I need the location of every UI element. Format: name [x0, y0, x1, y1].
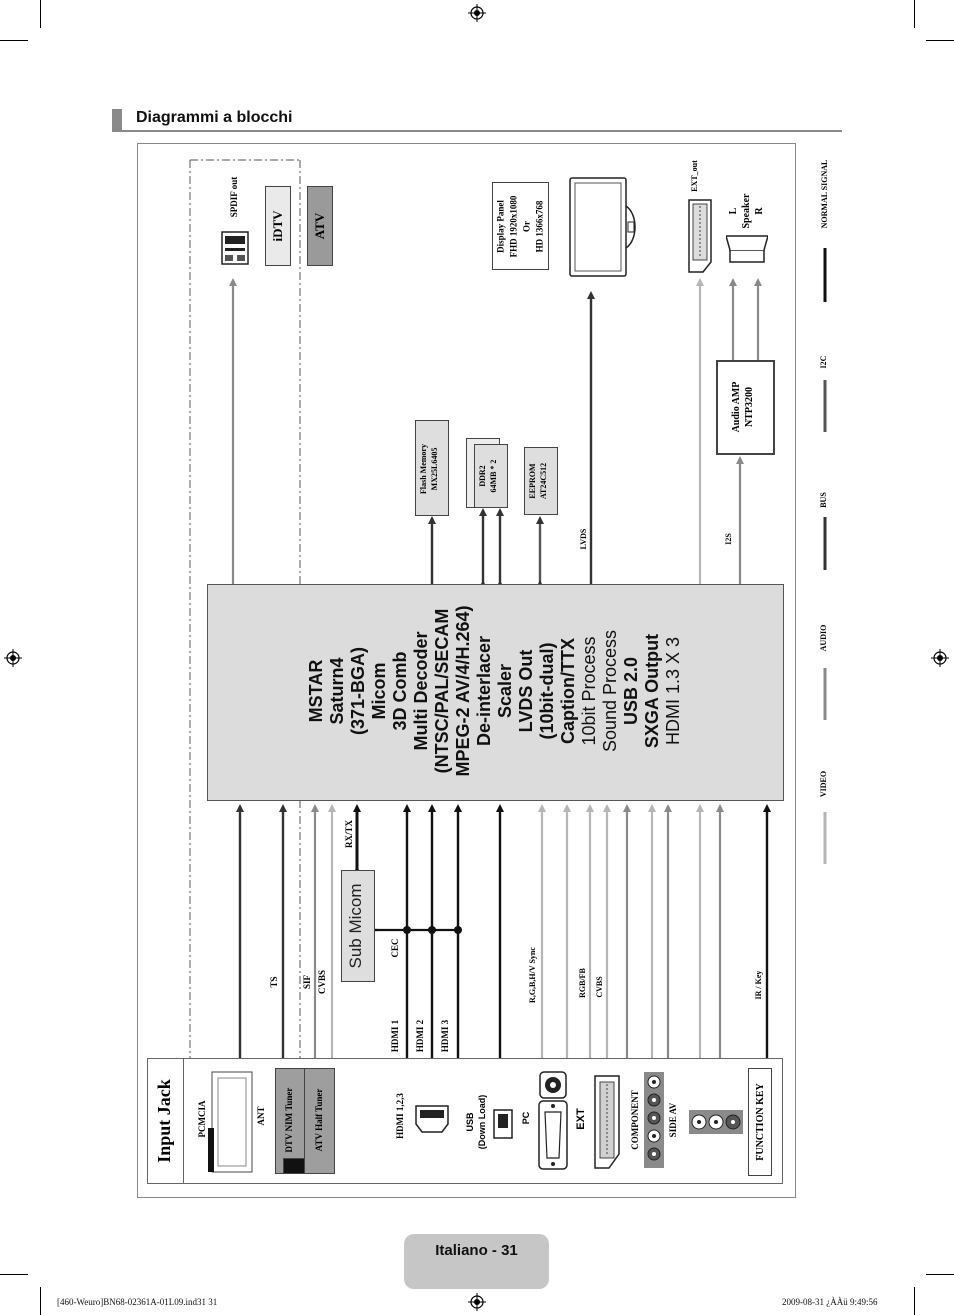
- usb-port-icon: [492, 1108, 514, 1140]
- legend-video-label: VIDEO: [819, 770, 828, 798]
- chip-line: HDMI 1.3 X 3: [663, 636, 683, 746]
- hdmi3-label: HDMI 3: [440, 1019, 450, 1053]
- amp-line-1: Audio AMP: [731, 381, 742, 433]
- section-title: Diagrammi a blocchi: [136, 109, 293, 126]
- hdmi-port-icon: [414, 1102, 450, 1136]
- pc-label: PC: [521, 1111, 531, 1125]
- rxtx-label: RX/TX: [344, 820, 354, 849]
- ts-label: TS: [269, 976, 279, 988]
- i2s-label: I2S: [724, 533, 733, 545]
- chip-line: (371-BGA): [348, 647, 368, 736]
- legend-audio-label: AUDIO: [819, 624, 828, 652]
- speaker-r: R: [754, 207, 765, 215]
- main-soc-text: [260, 476, 730, 906]
- cvbs2-label: CVBS: [595, 976, 604, 998]
- chip-line: MSTAR: [306, 659, 326, 723]
- audio-amp-label: [730, 359, 760, 455]
- ant-label: ANT: [256, 1106, 266, 1126]
- legend-normal-label: NORMAL SIGNAL: [820, 159, 829, 229]
- display-line-3: Or: [521, 221, 531, 232]
- flash-line-2: MX25L6405: [430, 447, 439, 491]
- usb-line-2: (Down Load): [477, 1094, 487, 1150]
- chip-line: 10bit Process: [579, 636, 599, 746]
- sif-label: SIF: [302, 975, 312, 990]
- side-av-label: SIDE AV: [668, 1102, 678, 1138]
- input-jack-title: Input Jack: [154, 1079, 174, 1163]
- display-line-2: FHD 1920x1080: [508, 195, 518, 258]
- chip-line: Caption/TTX: [558, 638, 578, 744]
- eeprom-line-1: EEPROM: [528, 463, 537, 499]
- pcmcia-slot-icon: [206, 1068, 258, 1178]
- print-file-slug: [460-Weuro]BN68-02361A-01L09.ind31 31: [57, 1297, 218, 1307]
- spdif-connector-icon: [220, 228, 250, 268]
- chip-line: Saturn4: [327, 657, 347, 725]
- ddr-label: [477, 439, 505, 513]
- component-jacks-icon: [644, 1072, 664, 1168]
- sub-micom-label: Sub Micom: [346, 883, 365, 969]
- page-number: Italiano - 31: [435, 1242, 518, 1259]
- lvds-label: LVDS: [579, 528, 588, 550]
- pc-audio-jack-icon: [538, 1070, 568, 1100]
- dtv-tuner-label: DTV NIM Tuner: [284, 1087, 294, 1153]
- flash-memory-label: [418, 421, 446, 517]
- idtv-label: iDTV: [270, 210, 285, 242]
- ddr-line-1-text: DDR2: [478, 465, 487, 487]
- atv-tuner-label: ATV Half Tuner: [314, 1088, 324, 1152]
- legend-bus-label: BUS: [819, 492, 828, 508]
- function-key-label: FUNCTION KEY: [755, 1083, 766, 1161]
- speaker-label: [727, 176, 767, 246]
- chip-line: (10bit-dual): [537, 642, 557, 740]
- atv-label: ATV: [312, 212, 327, 240]
- chip-line: Multi Decoder: [411, 631, 431, 751]
- usb-label: [464, 1084, 492, 1160]
- chip-line: Scaler: [495, 663, 515, 719]
- scart-output-icon: [685, 198, 715, 274]
- hdmi1-label: HDMI 1: [390, 1019, 400, 1053]
- rgb-sync-label: R,G,B,H/V Sync: [528, 947, 537, 1003]
- side-av-jacks-icon: [689, 1110, 743, 1134]
- legend-i2c-label: I2C: [819, 355, 828, 369]
- hdmi2-label: HDMI 2: [415, 1019, 425, 1053]
- chip-line: 3D Comb: [390, 651, 410, 731]
- tv-icon: [568, 176, 640, 278]
- eeprom-line-2: AT24C512: [539, 462, 548, 500]
- chip-line: MPEG-2 AV/4/H.264): [453, 605, 473, 777]
- chip-line: LVDS Out: [516, 649, 536, 733]
- chip-line: SXGA Output: [642, 633, 662, 749]
- usb-line-1: USB: [465, 1112, 475, 1132]
- scart-input-icon: [592, 1074, 622, 1170]
- display-line-4: HD 1366x768: [534, 200, 544, 253]
- flash-line-1: Flash Memory: [419, 444, 428, 494]
- cvbs-label: CVBS: [317, 970, 327, 995]
- ext-out-label: EXT_out: [690, 160, 699, 192]
- print-date-slug: 2009-08-31 ¿ÀÀü 9:49:56: [782, 1297, 878, 1307]
- chip-line: Micom: [369, 662, 389, 720]
- vga-port-icon: [538, 1100, 568, 1170]
- eeprom-label: [527, 447, 555, 515]
- spdif-label: SPDIF out: [229, 176, 239, 218]
- component-label: COMPONENT: [630, 1090, 640, 1150]
- hdmi-label: HDMI 1,2,3: [395, 1093, 405, 1139]
- chip-line: Sound Process: [600, 629, 620, 753]
- chip-line: (NTSC/PAL/SECAM: [432, 608, 452, 774]
- speaker-text: Speaker: [741, 193, 752, 229]
- ext-label: EXT: [575, 1108, 587, 1130]
- display-panel-label: [492, 183, 549, 271]
- chip-line: USB 2.0: [621, 656, 641, 726]
- speaker-l: L: [728, 207, 739, 215]
- chip-line: De-interlacer: [474, 635, 494, 747]
- ddr-line-2-text: 64MB * 2: [489, 459, 498, 493]
- ir-key-label: IR / Key: [754, 970, 763, 1000]
- cec-label: CEC: [390, 938, 400, 958]
- display-line-1: Display Panel: [495, 200, 505, 253]
- pcmcia-label: PCMCIA: [197, 1100, 207, 1138]
- amp-line-2: NTP3200: [744, 387, 755, 427]
- rgb-fb-label: RGB/FB: [578, 968, 587, 998]
